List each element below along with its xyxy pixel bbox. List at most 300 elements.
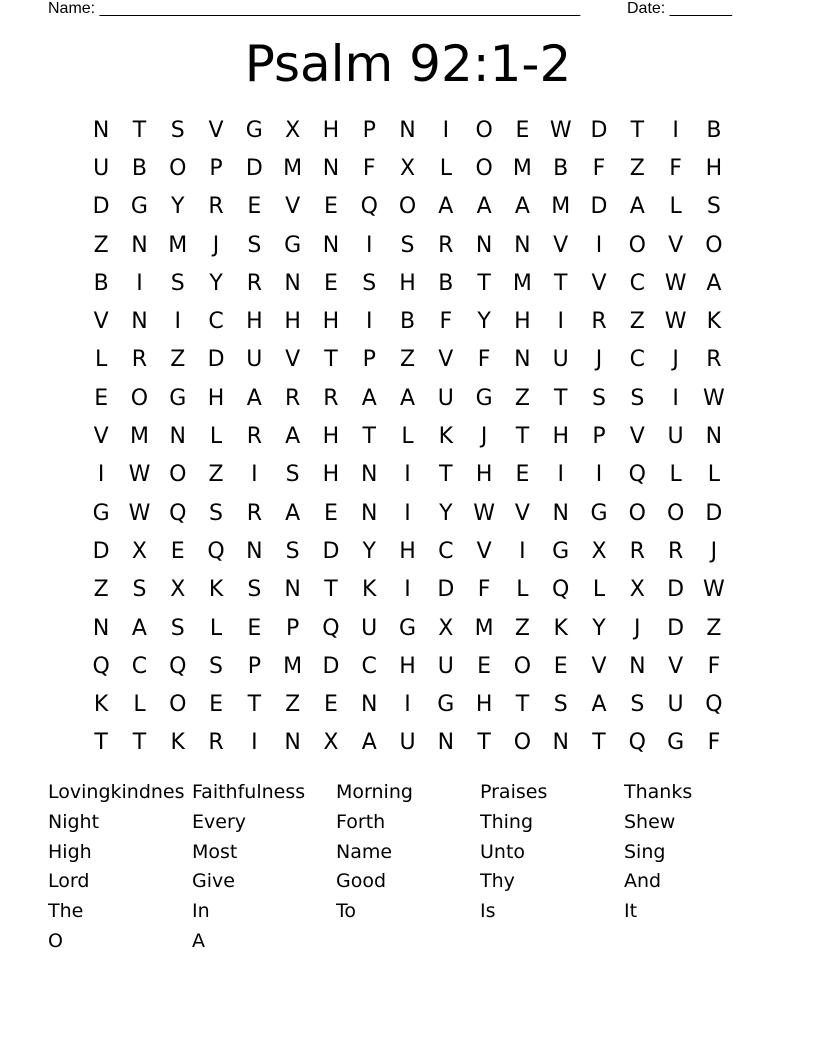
grid-cell[interactable]: R bbox=[323, 385, 339, 411]
grid-cell[interactable]: Y bbox=[362, 538, 376, 564]
grid-cell[interactable]: T bbox=[439, 462, 453, 488]
grid-cell[interactable]: G bbox=[398, 615, 417, 641]
grid-cell[interactable]: D bbox=[705, 500, 723, 526]
grid-cell[interactable]: D bbox=[245, 155, 263, 181]
grid-cell[interactable]: V bbox=[591, 270, 607, 296]
grid-cell[interactable]: A bbox=[399, 385, 416, 411]
grid-cell[interactable]: A bbox=[706, 270, 722, 296]
grid-cell[interactable]: Z bbox=[629, 309, 645, 335]
grid-cell[interactable]: I bbox=[595, 462, 603, 488]
grid-cell[interactable]: C bbox=[361, 653, 377, 679]
grid-cell[interactable]: T bbox=[247, 692, 262, 718]
grid-cell[interactable]: X bbox=[285, 117, 301, 143]
grid-cell[interactable]: G bbox=[130, 194, 148, 220]
grid-cell[interactable]: M bbox=[168, 232, 188, 258]
grid-cell[interactable]: T bbox=[477, 270, 491, 296]
grid-cell[interactable]: L bbox=[592, 577, 606, 603]
grid-cell[interactable]: T bbox=[132, 117, 147, 143]
grid-cell[interactable]: B bbox=[399, 309, 416, 335]
grid-cell[interactable]: I bbox=[557, 462, 564, 488]
grid-cell[interactable]: I bbox=[251, 462, 258, 488]
word-list-item: It bbox=[624, 900, 638, 923]
grid-cell[interactable]: Q bbox=[92, 653, 110, 679]
word-list-item: Good bbox=[336, 870, 387, 893]
grid-cell[interactable]: N bbox=[284, 730, 301, 756]
grid-cell[interactable]: R bbox=[591, 309, 607, 335]
grid-cell[interactable]: H bbox=[322, 424, 340, 450]
grid-cell[interactable]: P bbox=[362, 347, 376, 373]
grid-cell[interactable]: E bbox=[323, 194, 338, 220]
grid-cell[interactable]: S bbox=[400, 232, 415, 258]
grid-cell[interactable]: U bbox=[93, 155, 110, 181]
grid-cell[interactable]: I bbox=[595, 232, 603, 258]
grid-cell[interactable]: J bbox=[672, 347, 679, 373]
grid-cell[interactable]: K bbox=[362, 577, 377, 603]
grid-cell[interactable]: T bbox=[553, 270, 568, 296]
grid-cell[interactable]: N bbox=[629, 653, 646, 679]
grid-cell[interactable]: S bbox=[132, 577, 147, 603]
grid-cell[interactable]: S bbox=[247, 577, 262, 603]
grid-cell[interactable]: L bbox=[669, 194, 682, 220]
grid-cell[interactable]: T bbox=[94, 730, 108, 756]
grid-cell[interactable]: I bbox=[404, 577, 411, 603]
grid-cell[interactable]: G bbox=[284, 232, 302, 258]
grid-cell[interactable]: R bbox=[246, 270, 262, 296]
grid-cell[interactable]: M bbox=[512, 155, 532, 181]
grid-cell[interactable]: K bbox=[706, 309, 722, 335]
grid-cell[interactable]: J bbox=[595, 347, 603, 373]
grid-cell[interactable]: E bbox=[323, 270, 338, 296]
name-field[interactable]: Name: ______________________________________________________ bbox=[48, 0, 581, 17]
grid-cell[interactable]: I bbox=[365, 232, 373, 258]
grid-cell[interactable]: U bbox=[437, 385, 454, 411]
grid-cell[interactable]: N bbox=[360, 462, 378, 488]
grid-cell[interactable]: Y bbox=[439, 500, 453, 526]
word-list-item: Sing bbox=[624, 840, 666, 863]
grid-cell[interactable]: L bbox=[669, 462, 682, 488]
grid-cell[interactable]: S bbox=[592, 385, 606, 411]
grid-cell[interactable]: M bbox=[283, 155, 303, 181]
grid-cell[interactable]: H bbox=[475, 692, 493, 718]
grid-cell[interactable]: Z bbox=[170, 347, 186, 373]
grid-cell[interactable]: E bbox=[477, 653, 492, 679]
grid-cell[interactable]: S bbox=[170, 117, 185, 143]
grid-cell[interactable]: N bbox=[322, 232, 340, 258]
grid-cell[interactable]: X bbox=[438, 615, 454, 641]
grid-cell[interactable]: V bbox=[438, 347, 454, 373]
grid-cell[interactable]: O bbox=[169, 462, 187, 488]
grid-cell[interactable]: R bbox=[667, 538, 684, 564]
grid-cell[interactable]: I bbox=[404, 462, 411, 488]
grid-cell[interactable]: H bbox=[552, 424, 569, 450]
grid-cell[interactable]: S bbox=[209, 653, 224, 679]
grid-cell[interactable]: H bbox=[207, 385, 225, 411]
grid-cell[interactable]: V bbox=[629, 424, 645, 450]
grid-cell[interactable]: T bbox=[515, 424, 530, 450]
grid-cell[interactable]: N bbox=[246, 538, 263, 564]
grid-cell[interactable]: I bbox=[174, 309, 181, 335]
grid-cell[interactable]: O bbox=[130, 385, 149, 411]
grid-cell[interactable]: Z bbox=[93, 232, 109, 258]
grid-cell[interactable]: N bbox=[475, 232, 493, 258]
grid-cell[interactable]: V bbox=[514, 500, 530, 526]
grid-cell[interactable]: O bbox=[705, 232, 723, 258]
grid-cell[interactable]: O bbox=[513, 653, 532, 679]
word-list-item: High bbox=[48, 840, 92, 863]
grid-cell[interactable]: A bbox=[591, 692, 607, 718]
grid-cell[interactable]: N bbox=[705, 424, 723, 450]
grid-cell[interactable]: O bbox=[398, 194, 417, 220]
grid-cell[interactable]: Z bbox=[629, 155, 645, 181]
grid-cell[interactable]: P bbox=[285, 615, 300, 641]
grid-cell[interactable]: L bbox=[401, 424, 414, 450]
grid-cell[interactable]: Y bbox=[477, 309, 491, 335]
grid-cell[interactable]: T bbox=[324, 577, 338, 603]
grid-cell[interactable]: S bbox=[170, 615, 185, 641]
grid-cell[interactable]: T bbox=[324, 347, 338, 373]
grid-cell[interactable]: G bbox=[92, 500, 110, 526]
grid-cell[interactable]: N bbox=[284, 577, 301, 603]
grid-cell[interactable]: B bbox=[553, 155, 569, 181]
grid-cell[interactable]: W bbox=[128, 500, 151, 526]
grid-cell[interactable]: A bbox=[285, 424, 301, 450]
grid-cell[interactable]: K bbox=[170, 730, 185, 756]
grid-cell[interactable]: X bbox=[591, 538, 607, 564]
grid-cell[interactable]: W bbox=[664, 309, 687, 335]
grid-cell[interactable]: K bbox=[553, 615, 568, 641]
grid-cell[interactable]: D bbox=[322, 653, 340, 679]
grid-cell[interactable]: J bbox=[710, 538, 718, 564]
grid-cell[interactable]: N bbox=[131, 232, 148, 258]
grid-cell[interactable]: B bbox=[706, 117, 722, 143]
grid-cell[interactable]: P bbox=[362, 117, 376, 143]
grid-cell[interactable]: E bbox=[323, 500, 338, 526]
grid-cell[interactable]: F bbox=[707, 730, 721, 756]
grid-cell[interactable]: N bbox=[169, 424, 186, 450]
grid-cell[interactable]: D bbox=[207, 347, 225, 373]
grid-cell[interactable]: O bbox=[169, 692, 187, 718]
grid-cell[interactable]: N bbox=[131, 309, 148, 335]
grid-cell[interactable]: V bbox=[285, 347, 301, 373]
grid-cell[interactable]: W bbox=[664, 270, 687, 296]
grid-cell[interactable]: H bbox=[322, 117, 340, 143]
grid-cell[interactable]: G bbox=[552, 538, 570, 564]
grid-cell[interactable]: U bbox=[667, 424, 684, 450]
grid-cell[interactable]: R bbox=[246, 424, 262, 450]
grid-cell[interactable]: T bbox=[553, 385, 568, 411]
grid-cell[interactable]: K bbox=[438, 424, 454, 450]
grid-cell[interactable]: D bbox=[667, 615, 685, 641]
grid-cell[interactable]: Q bbox=[552, 577, 570, 603]
grid-cell[interactable]: E bbox=[323, 692, 338, 718]
grid-cell[interactable]: Z bbox=[208, 462, 224, 488]
grid-cell[interactable]: V bbox=[208, 117, 224, 143]
grid-cell[interactable]: S bbox=[362, 270, 377, 296]
grid-cell[interactable]: M bbox=[129, 424, 149, 450]
grid-cell[interactable]: L bbox=[209, 424, 223, 450]
grid-cell[interactable]: A bbox=[514, 194, 530, 220]
grid-cell[interactable]: I bbox=[404, 500, 411, 526]
grid-cell[interactable]: A bbox=[361, 385, 377, 411]
grid-cell[interactable]: N bbox=[514, 232, 531, 258]
grid-cell[interactable]: Z bbox=[514, 385, 530, 411]
grid-cell[interactable]: A bbox=[246, 385, 262, 411]
grid-cell[interactable]: U bbox=[399, 730, 416, 756]
grid-cell[interactable]: X bbox=[629, 577, 645, 603]
grid-cell[interactable]: H bbox=[475, 462, 493, 488]
grid-cell[interactable]: H bbox=[284, 309, 301, 335]
grid-cell[interactable]: D bbox=[322, 538, 340, 564]
grid-cell[interactable]: O bbox=[628, 500, 646, 526]
word-list-item: Shew bbox=[624, 810, 676, 833]
grid-cell[interactable]: G bbox=[590, 500, 608, 526]
grid-cell[interactable]: G bbox=[667, 730, 685, 756]
grid-cell[interactable]: E bbox=[553, 653, 568, 679]
grid-cell[interactable]: Q bbox=[628, 730, 646, 756]
grid-cell[interactable]: O bbox=[475, 117, 493, 143]
grid-cell[interactable]: V bbox=[285, 194, 301, 220]
grid-cell[interactable]: X bbox=[170, 577, 186, 603]
grid-cell[interactable]: R bbox=[438, 232, 454, 258]
grid-cell[interactable]: P bbox=[209, 155, 223, 181]
grid-cell[interactable]: S bbox=[706, 194, 721, 220]
grid-cell[interactable]: Z bbox=[399, 347, 416, 373]
grid-cell[interactable]: Q bbox=[628, 462, 646, 488]
grid-cell[interactable]: R bbox=[629, 538, 645, 564]
grid-cell[interactable]: W bbox=[549, 117, 572, 143]
grid-cell[interactable]: C bbox=[629, 347, 645, 373]
word-list-item: A bbox=[192, 929, 205, 952]
grid-cell[interactable]: H bbox=[322, 309, 340, 335]
grid-cell[interactable]: U bbox=[437, 653, 454, 679]
grid-cell[interactable]: V bbox=[476, 538, 492, 564]
grid-cell[interactable]: E bbox=[247, 615, 262, 641]
grid-cell[interactable]: X bbox=[131, 538, 147, 564]
grid-cell[interactable]: F bbox=[477, 577, 491, 603]
grid-cell[interactable]: I bbox=[672, 385, 679, 411]
grid-cell[interactable]: H bbox=[322, 462, 340, 488]
grid-cell[interactable]: C bbox=[629, 270, 645, 296]
grid-cell[interactable]: Q bbox=[322, 615, 340, 641]
grid-cell[interactable]: Y bbox=[171, 194, 185, 220]
grid-cell[interactable]: M bbox=[474, 615, 494, 641]
grid-cell[interactable]: B bbox=[131, 155, 147, 181]
grid-cell[interactable]: S bbox=[285, 462, 300, 488]
grid-cell[interactable]: E bbox=[209, 692, 223, 718]
grid-cell[interactable]: R bbox=[208, 730, 224, 756]
grid-cell[interactable]: U bbox=[667, 692, 684, 718]
grid-cell[interactable]: L bbox=[95, 347, 108, 373]
grid-cell[interactable]: S bbox=[247, 232, 262, 258]
grid-cell[interactable]: H bbox=[514, 309, 531, 335]
grid-cell[interactable]: Q bbox=[169, 500, 187, 526]
grid-cell[interactable]: I bbox=[442, 117, 450, 143]
grid-cell[interactable]: A bbox=[438, 194, 454, 220]
word-list-item: Every bbox=[192, 810, 246, 833]
grid-cell[interactable]: D bbox=[590, 194, 608, 220]
grid-cell[interactable]: E bbox=[515, 117, 530, 143]
grid-cell[interactable]: M bbox=[551, 194, 571, 220]
grid-cell[interactable]: K bbox=[208, 577, 224, 603]
grid-cell[interactable]: Q bbox=[207, 538, 225, 564]
grid-cell[interactable]: Y bbox=[592, 615, 606, 641]
grid-cell[interactable]: N bbox=[360, 692, 378, 718]
grid-cell[interactable]: N bbox=[322, 155, 340, 181]
grid-cell[interactable]: F bbox=[669, 155, 682, 181]
grid-cell[interactable]: B bbox=[438, 270, 454, 296]
grid-cell[interactable]: T bbox=[515, 692, 530, 718]
grid-cell[interactable]: A bbox=[629, 194, 645, 220]
grid-cell[interactable]: H bbox=[705, 155, 723, 181]
grid-cell[interactable]: O bbox=[628, 232, 646, 258]
grid-cell[interactable]: T bbox=[132, 730, 147, 756]
grid-cell[interactable]: H bbox=[399, 538, 416, 564]
grid-cell[interactable]: D bbox=[437, 577, 455, 603]
date-field[interactable]: Date: _______ bbox=[627, 0, 732, 17]
grid-cell[interactable]: D bbox=[590, 117, 608, 143]
grid-cell[interactable]: G bbox=[437, 692, 455, 718]
grid-cell[interactable]: P bbox=[247, 653, 261, 679]
grid-cell[interactable]: M bbox=[512, 270, 532, 296]
grid-cell[interactable]: F bbox=[439, 309, 453, 335]
grid-cell[interactable]: D bbox=[92, 194, 110, 220]
grid-cell[interactable]: O bbox=[169, 155, 187, 181]
grid-cell[interactable]: H bbox=[399, 270, 416, 296]
grid-cell[interactable]: Z bbox=[285, 692, 301, 718]
grid-cell[interactable]: R bbox=[706, 347, 722, 373]
grid-cell[interactable]: L bbox=[209, 615, 223, 641]
grid-cell[interactable]: Z bbox=[514, 615, 530, 641]
grid-cell[interactable]: N bbox=[360, 500, 378, 526]
grid-cell[interactable]: Q bbox=[360, 194, 378, 220]
grid-cell[interactable]: U bbox=[246, 347, 263, 373]
word-list-item: Give bbox=[192, 870, 235, 893]
grid-cell[interactable]: V bbox=[93, 309, 109, 335]
grid-cell[interactable]: R bbox=[208, 194, 224, 220]
grid-cell[interactable]: A bbox=[131, 615, 147, 641]
grid-cell[interactable]: E bbox=[515, 462, 530, 488]
grid-cell[interactable]: E bbox=[94, 385, 109, 411]
grid-cell[interactable]: W bbox=[703, 577, 725, 603]
grid-cell[interactable]: G bbox=[475, 385, 493, 411]
grid-cell[interactable]: U bbox=[361, 615, 378, 641]
grid-cell[interactable]: B bbox=[93, 270, 109, 296]
grid-cell[interactable]: F bbox=[592, 155, 606, 181]
grid-cell[interactable]: L bbox=[707, 462, 721, 488]
grid-cell[interactable]: R bbox=[246, 500, 262, 526]
grid-cell[interactable]: G bbox=[169, 385, 187, 411]
grid-cell[interactable]: S bbox=[170, 270, 185, 296]
grid-cell[interactable]: O bbox=[666, 500, 685, 526]
grid-cell[interactable]: W bbox=[128, 462, 151, 488]
grid-cell[interactable]: Z bbox=[93, 577, 109, 603]
grid-cell[interactable]: N bbox=[92, 117, 110, 143]
grid-cell[interactable]: N bbox=[514, 347, 531, 373]
grid-cell[interactable]: D bbox=[667, 577, 685, 603]
grid-cell[interactable]: T bbox=[630, 117, 645, 143]
grid-cell[interactable]: D bbox=[92, 538, 110, 564]
grid-cell[interactable]: C bbox=[208, 309, 224, 335]
grid-cell[interactable]: L bbox=[516, 577, 529, 603]
grid-cell[interactable]: C bbox=[438, 538, 454, 564]
grid-cell[interactable]: S bbox=[209, 500, 224, 526]
grid-cell[interactable]: I bbox=[251, 730, 258, 756]
grid-cell[interactable]: A bbox=[361, 730, 377, 756]
grid-cell[interactable]: F bbox=[707, 653, 721, 679]
grid-cell[interactable]: A bbox=[285, 500, 301, 526]
grid-cell[interactable]: H bbox=[399, 653, 416, 679]
grid-cell[interactable]: T bbox=[362, 424, 376, 450]
grid-cell[interactable]: S bbox=[553, 692, 568, 718]
grid-cell[interactable]: J bbox=[212, 232, 220, 258]
grid-cell[interactable]: O bbox=[475, 155, 493, 181]
grid-cell[interactable]: F bbox=[362, 155, 376, 181]
grid-cell[interactable]: V bbox=[668, 653, 684, 679]
grid-cell[interactable]: X bbox=[399, 155, 416, 181]
grid-cell[interactable]: X bbox=[323, 730, 339, 756]
grid-cell[interactable]: T bbox=[477, 730, 491, 756]
grid-cell[interactable]: N bbox=[437, 730, 455, 756]
grid-cell[interactable]: J bbox=[634, 615, 641, 641]
grid-cell[interactable]: N bbox=[284, 270, 301, 296]
grid-cell[interactable]: T bbox=[592, 730, 606, 756]
grid-cell[interactable]: N bbox=[92, 615, 110, 641]
grid-cell[interactable]: U bbox=[552, 347, 569, 373]
grid-cell[interactable]: I bbox=[136, 270, 143, 296]
grid-cell[interactable]: F bbox=[477, 347, 491, 373]
grid-cell[interactable]: J bbox=[480, 424, 488, 450]
grid-cell[interactable]: C bbox=[131, 653, 148, 679]
grid-cell[interactable]: P bbox=[592, 424, 606, 450]
grid-cell[interactable]: O bbox=[513, 730, 532, 756]
grid-cell[interactable]: S bbox=[630, 692, 645, 718]
grid-cell[interactable]: L bbox=[439, 155, 452, 181]
header bbox=[0, 0, 816, 20]
grid-cell[interactable]: E bbox=[170, 538, 185, 564]
grid-cell[interactable]: Z bbox=[706, 615, 722, 641]
grid-cell[interactable]: I bbox=[404, 692, 411, 718]
grid-cell[interactable]: Q bbox=[705, 692, 723, 718]
grid-cell[interactable]: I bbox=[97, 462, 105, 488]
grid-cell[interactable]: I bbox=[365, 309, 373, 335]
grid-cell[interactable]: G bbox=[245, 117, 263, 143]
grid-cell[interactable]: I bbox=[672, 117, 679, 143]
grid-cell[interactable]: N bbox=[399, 117, 416, 143]
grid-cell[interactable]: M bbox=[283, 653, 303, 679]
grid-cell[interactable]: S bbox=[630, 385, 645, 411]
grid-cell[interactable]: K bbox=[93, 692, 109, 718]
grid-cell[interactable]: I bbox=[557, 309, 564, 335]
grid-cell[interactable]: S bbox=[285, 538, 300, 564]
grid-cell[interactable]: R bbox=[131, 347, 148, 373]
grid-cell[interactable]: A bbox=[476, 194, 492, 220]
grid-cell[interactable]: V bbox=[591, 653, 607, 679]
grid-cell[interactable]: W bbox=[703, 385, 725, 411]
grid-cell[interactable]: N bbox=[552, 500, 569, 526]
grid-cell[interactable]: R bbox=[284, 385, 301, 411]
grid-cell[interactable]: V bbox=[668, 232, 684, 258]
grid-cell[interactable]: V bbox=[553, 232, 569, 258]
grid-cell[interactable]: N bbox=[552, 730, 569, 756]
grid-cell[interactable]: E bbox=[247, 194, 262, 220]
grid-cell[interactable]: Y bbox=[209, 270, 223, 296]
grid-cell[interactable]: Q bbox=[169, 653, 187, 679]
grid-cell[interactable]: H bbox=[246, 309, 263, 335]
grid-cell[interactable]: L bbox=[133, 692, 146, 718]
grid-cell[interactable]: I bbox=[519, 538, 526, 564]
grid-cell[interactable]: W bbox=[473, 500, 495, 526]
grid-cell[interactable]: V bbox=[93, 424, 109, 450]
